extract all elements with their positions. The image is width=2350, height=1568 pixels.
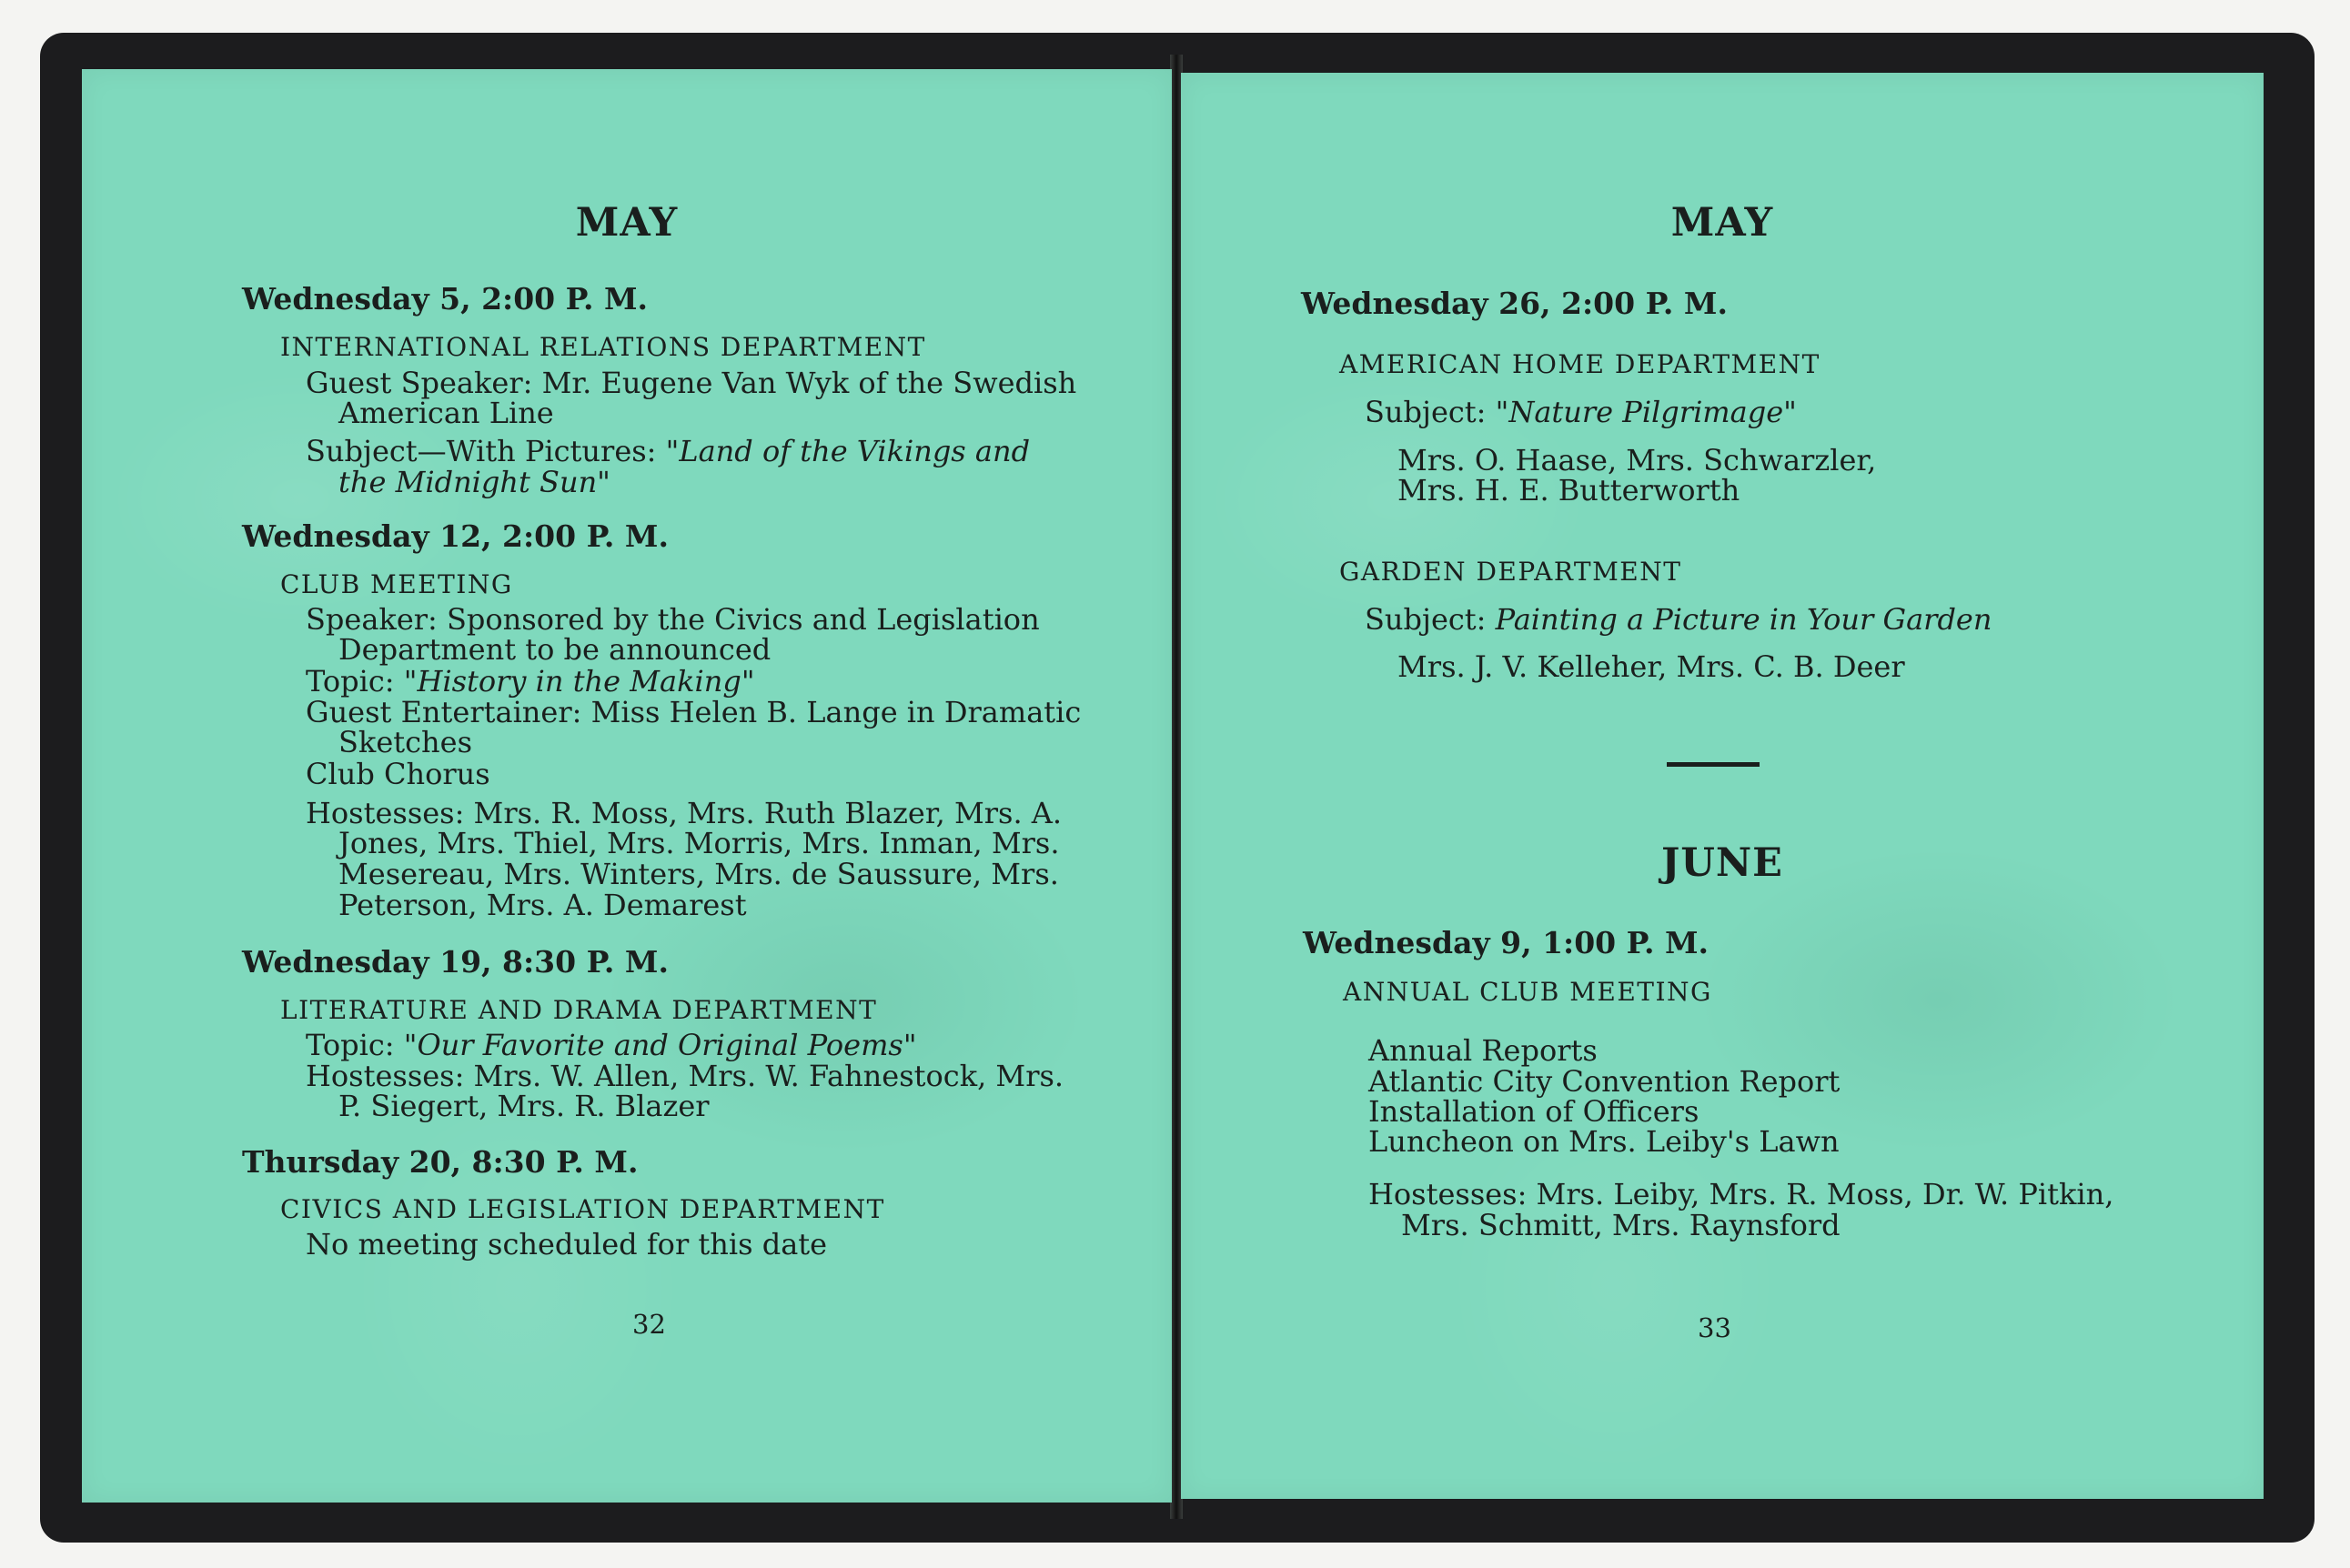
- event-line: Atlantic City Convention Report: [1368, 1064, 1841, 1099]
- event-line: Guest Speaker: Mr. Eugene Van Wyk of the Swedish: [306, 366, 1077, 400]
- section-divider: [1667, 762, 1760, 767]
- department-heading: GARDEN DEPARTMENT: [1339, 557, 1682, 587]
- event-line: Mrs. Schmitt, Mrs. Raynsford: [1401, 1208, 1841, 1242]
- left-page: [82, 69, 1172, 1503]
- department-heading: CIVICS AND LEGISLATION DEPARTMENT: [280, 1194, 885, 1224]
- department-heading: AMERICAN HOME DEPARTMENT: [1339, 349, 1820, 379]
- event-line: Sketches: [338, 725, 472, 759]
- event-line: Guest Entertainer: Miss Helen B. Lange in Dramatic: [306, 695, 1082, 729]
- event-line: Mrs. O. Haase, Mrs. Schwarzler,: [1397, 443, 1877, 477]
- event-line: Peterson, Mrs. A. Demarest: [338, 888, 747, 922]
- event-date: Wednesday 19, 8:30 P. M.: [242, 944, 669, 980]
- event-line: Subject: "Nature Pilgrimage": [1365, 395, 1797, 429]
- department-heading: LITERATURE AND DRAMA DEPARTMENT: [280, 995, 878, 1025]
- event-line: Installation of Officers: [1368, 1094, 1699, 1129]
- event-line: No meeting scheduled for this date: [306, 1227, 828, 1261]
- page-number: 32: [632, 1309, 666, 1340]
- event-line: the Midnight Sun": [338, 465, 610, 499]
- event-line: Hostesses: Mrs. W. Allen, Mrs. W. Fahnestock, Mrs.: [306, 1059, 1064, 1093]
- event-line: Annual Reports: [1368, 1033, 1598, 1068]
- department-heading: ANNUAL CLUB MEETING: [1343, 977, 1712, 1007]
- event-line: Topic: "History in the Making": [306, 664, 755, 699]
- event-date: Thursday 20, 8:30 P. M.: [242, 1144, 639, 1180]
- event-line: Subject: Painting a Picture in Your Garden: [1365, 602, 1992, 637]
- month-heading: MAY: [1670, 200, 1774, 246]
- event-line: Hostesses: Mrs. R. Moss, Mrs. Ruth Blazer, Mrs. A.: [306, 796, 1063, 830]
- event-date: Wednesday 26, 2:00 P. M.: [1301, 286, 1728, 321]
- event-line: American Line: [338, 396, 554, 430]
- department-heading: INTERNATIONAL RELATIONS DEPARTMENT: [280, 332, 926, 362]
- right-page: [1181, 73, 2264, 1499]
- event-line: Mrs. J. V. Kelleher, Mrs. C. B. Deer: [1397, 649, 1905, 684]
- event-line: Jones, Mrs. Thiel, Mrs. Morris, Mrs. Inman, Mrs.: [338, 826, 1060, 860]
- event-line: Department to be announced: [338, 632, 772, 667]
- event-line: Topic: "Our Favorite and Original Poems": [306, 1028, 917, 1062]
- event-line: Mesereau, Mrs. Winters, Mrs. de Saussure, Mrs.: [338, 857, 1059, 891]
- event-line: Hostesses: Mrs. Leiby, Mrs. R. Moss, Dr. W. Pitkin,: [1368, 1177, 2114, 1211]
- month-heading: JUNE: [1661, 840, 1783, 886]
- event-line: Club Chorus: [306, 757, 490, 791]
- month-heading: MAY: [575, 200, 679, 246]
- event-line: P. Siegert, Mrs. R. Blazer: [338, 1089, 710, 1123]
- event-line: Subject—With Pictures: "Land of the Vikings and: [306, 434, 1031, 468]
- event-line: Luncheon on Mrs. Leiby's Lawn: [1368, 1124, 1840, 1159]
- event-date: Wednesday 5, 2:00 P. M.: [242, 281, 648, 317]
- page-number: 33: [1698, 1312, 1731, 1343]
- event-line: Mrs. H. E. Butterworth: [1397, 473, 1740, 508]
- department-heading: CLUB MEETING: [280, 569, 513, 599]
- event-date: Wednesday 12, 2:00 P. M.: [242, 518, 669, 554]
- event-line: Speaker: Sponsored by the Civics and Legislation: [306, 602, 1040, 637]
- event-date: Wednesday 9, 1:00 P. M.: [1303, 925, 1709, 960]
